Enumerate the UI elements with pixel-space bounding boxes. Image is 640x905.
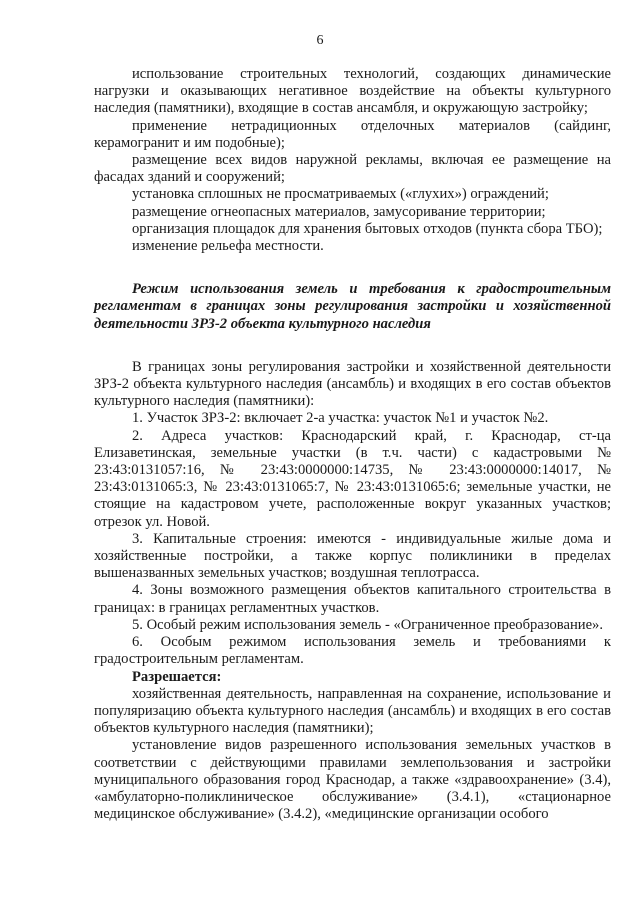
- numbered-item: 4. Зоны возможного размещения объектов капитального строительства в границах: в границах регламентных участков.: [94, 582, 611, 616]
- numbered-item: 2. Адреса участков: Краснодарский край, г. Краснодар, ст-ца Елизаветинская, земельные участки (в т.ч. части) с кадастровыми № 23:43:0131057:16, № 23:43:0000000:14735, № 23:43:0000000:14017, № 23:43:0131065:3, № 23:43:0131065:7, № 23:43:0131065:6; земельные участки, не стоящие на кадастровом учете, расположенные вокруг указанных участков; отрезок ул. Новой.: [94, 427, 611, 530]
- allowed-item: хозяйственная деятельность, направленная на сохранение, использование и популяризацию объекта культурного наследия (ансамбль) и входящих в его состав объектов культурного наследия (памятники);: [94, 685, 611, 737]
- restriction-paragraph: организация площадок для хранения бытовых отходов (пункта сбора ТБО);: [132, 220, 603, 237]
- spacer: [94, 255, 611, 281]
- numbered-item: 6. Особым режимом использования земель и требованиями к градостроительным регламентам.: [94, 634, 611, 668]
- restriction-paragraph: использование строительных технологий, создающих динамические нагрузки и оказывающих негативное воздействие на объекты культурного наследия (памятники), входящие в состав ансамбля, и окружающую застройку;: [94, 66, 611, 117]
- numbered-item: 5. Особый режим использования земель - «Ограниченное преобразование».: [132, 616, 603, 633]
- page-number: 6: [316, 33, 324, 48]
- restriction-paragraph: применение нетрадиционных отделочных материалов (сайдинг, керамогранит и им подобные);: [94, 117, 611, 151]
- allowed-item: установление видов разрешенного использования земельных участков в соответствии с действующими правилами землепользования и застройки муниципального образования город Краснодар, а также «здравоохранение» (3.4), «амбулаторно-поликлиническое обслуживание» (3.4.1), «стационарное медицинское обслуживание» (3.4.2), «медицинские организации особого: [94, 737, 611, 823]
- spacer: [94, 333, 611, 359]
- numbered-item: 1. Участок ЗРЗ-2: включает 2-а участка: участок №1 и участок №2.: [132, 410, 549, 427]
- restriction-paragraph: размещение огнеопасных материалов, замусоривание территории;: [132, 203, 546, 220]
- restriction-paragraph: размещение всех видов наружной рекламы, включая ее размещение на фасадах зданий и сооружений;: [94, 152, 611, 186]
- restriction-paragraph: установка сплошных не просматриваемых («глухих») ограждений;: [132, 186, 549, 203]
- document-body: [94, 66, 611, 823]
- restriction-paragraph: изменение рельефа местности.: [132, 238, 324, 255]
- numbered-item: 3. Капитальные строения: имеются - индивидуальные жилые дома и хозяйственные постройки, а также корпус поликлиники в пределах вышеназванных земельных участков; воздушная теплотрасса.: [94, 530, 611, 582]
- section-heading: Режим использования земель и требования к градостроительным регламентам в границах зоны регулирования застройки и хозяйственной деятельности ЗРЗ-2 объекта культурного наследия: [94, 281, 611, 332]
- intro-paragraph: В границах зоны регулирования застройки и хозяйственной деятельности ЗРЗ-2 объекта культурного наследия (ансамбль) и входящих в его состав объектов культурного наследия (памятники):: [94, 358, 611, 410]
- allowed-label: Разрешается:: [132, 668, 222, 685]
